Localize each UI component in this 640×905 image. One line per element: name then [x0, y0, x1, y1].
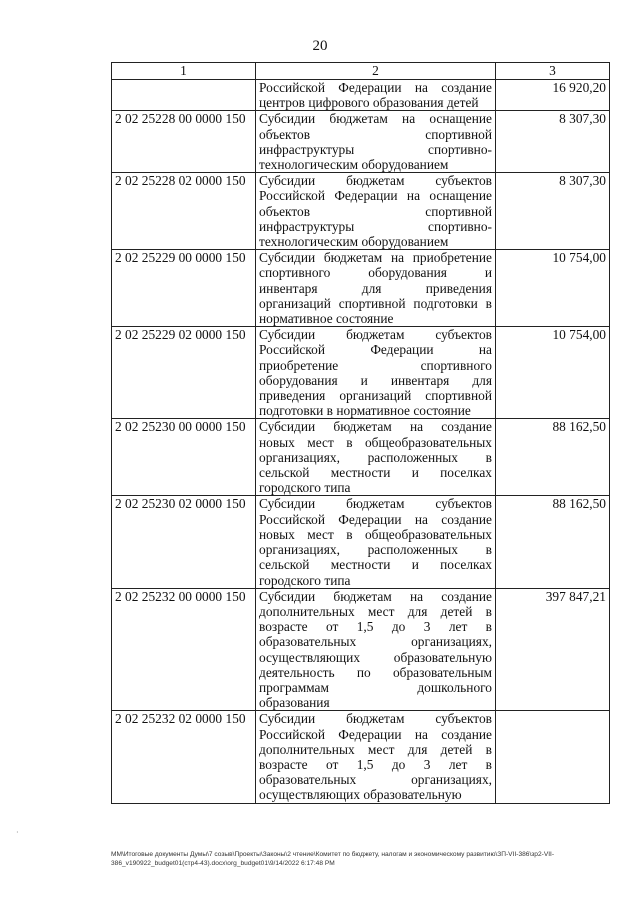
description-line: городского типа — [259, 480, 351, 496]
page-number: 20 — [312, 38, 328, 54]
description-line: городского типа — [259, 572, 351, 588]
description-line: Субсидии бюджетам на оснащение — [259, 111, 492, 127]
description-line: объектов спортивной — [259, 126, 492, 142]
description-line: Российской Федерации на — [259, 342, 492, 358]
description-line: образования — [259, 695, 330, 711]
description-cell — [256, 173, 496, 250]
margin-mark: · — [16, 828, 19, 837]
description-line: центров цифрового образования детей — [259, 95, 479, 111]
footer-path-line-2: 386_v190922_budget01(стр4-43).docx\org_budget01\9/14/2022 6:17:48 PM — [111, 860, 335, 867]
budget-code-cell: 2 02 25229 00 0000 150 — [112, 250, 256, 327]
description-line: новых мест в общеобразовательных — [259, 526, 492, 542]
description-line: новых мест в общеобразовательных — [259, 434, 492, 450]
description-line: спортивного оборудования и — [259, 265, 492, 281]
amount-cell: 10 754,00 — [496, 327, 610, 419]
description-line: приведения организаций спортивной — [259, 388, 492, 404]
description-line: сельской местности и поселках — [259, 557, 492, 573]
footer-path-line-1: ММ\Итоговые документы Думы\7 созыв\Проекты\Законы\2 чтение\Комитет по бюджету, налогам и экономическому развитию\ЗП-VII-386\зр2-VII- — [111, 851, 555, 858]
table-row — [112, 711, 610, 803]
description-line: приобретение спортивного — [259, 357, 492, 373]
description-line: Российской Федерации на создание — [259, 726, 492, 742]
table-row — [112, 80, 610, 111]
description-line: образовательных организациях, — [259, 634, 492, 650]
description-line: Субсидии бюджетам субъектов — [259, 496, 492, 512]
amount-cell: 8 307,30 — [496, 173, 610, 250]
description-line: Российской Федерации на создание — [259, 511, 492, 527]
description-line: возрасте от 1,5 до 3 лет в — [259, 619, 492, 635]
budget-code-cell: 2 02 25232 00 0000 150 — [112, 588, 256, 711]
description-line: сельской местности и поселках — [259, 465, 492, 481]
budget-code-cell: 2 02 25230 02 0000 150 — [112, 496, 256, 588]
description-line: Субсидии бюджетам субъектов — [259, 173, 492, 189]
budget-code-cell: 2 02 25228 02 0000 150 — [112, 173, 256, 250]
description-line: подготовки в нормативное состояние — [259, 403, 471, 419]
description-line: Субсидии бюджетам на создание — [259, 588, 492, 604]
description-line: дополнительных мест для детей в — [259, 603, 492, 619]
description-cell — [256, 250, 496, 327]
table-row — [112, 419, 610, 496]
description-cell — [256, 111, 496, 173]
amount-cell — [496, 711, 610, 803]
description-line: дополнительных мест для детей в — [259, 741, 492, 757]
table-row — [112, 173, 610, 250]
description-line: Субсидии бюджетам субъектов — [259, 327, 492, 343]
description-line: осуществляющих образовательную — [259, 649, 492, 665]
table-header-row — [112, 63, 610, 80]
column-header-2: 2 — [256, 63, 496, 80]
description-line: осуществляющих образовательную — [259, 787, 462, 803]
description-line: организаций спортивной подготовки в — [259, 295, 492, 311]
description-line: организациях, расположенных в — [259, 542, 492, 558]
description-line: Субсидии бюджетам на создание — [259, 419, 492, 435]
document-footer — [111, 850, 611, 868]
description-line: Российской Федерации на оснащение — [259, 188, 492, 204]
description-cell — [256, 711, 496, 803]
description-cell — [256, 80, 496, 111]
description-line: инфраструктуры спортивно- — [259, 218, 492, 234]
budget-code-cell: 2 02 25230 00 0000 150 — [112, 419, 256, 496]
description-cell — [256, 419, 496, 496]
budget-code-cell: 2 02 25232 02 0000 150 — [112, 711, 256, 803]
description-line: Субсидии бюджетам субъектов — [259, 711, 492, 727]
column-header-3: 3 — [496, 63, 610, 80]
table-body — [112, 80, 610, 804]
column-header-1: 1 — [112, 63, 256, 80]
description-line: технологическим оборудованием — [259, 234, 449, 250]
amount-cell: 8 307,30 — [496, 111, 610, 173]
description-line: объектов спортивной — [259, 203, 492, 219]
table-row — [112, 496, 610, 588]
budget-code-cell — [112, 80, 256, 111]
description-line: технологическим оборудованием — [259, 157, 449, 173]
description-line: Субсидии бюджетам на приобретение — [259, 250, 492, 266]
description-line: инвентаря для приведения — [259, 280, 492, 296]
description-line: организациях, расположенных в — [259, 449, 492, 465]
amount-cell: 10 754,00 — [496, 250, 610, 327]
budget-table — [111, 62, 610, 804]
amount-cell: 397 847,21 — [496, 588, 610, 711]
description-cell — [256, 496, 496, 588]
description-line: программам дошкольного — [259, 679, 492, 695]
table-row — [112, 327, 610, 419]
budget-code-cell: 2 02 25229 02 0000 150 — [112, 327, 256, 419]
description-line: образовательных организациях, — [259, 772, 492, 788]
amount-cell: 16 920,20 — [496, 80, 610, 111]
description-line: деятельность по образовательным — [259, 664, 492, 680]
amount-cell: 88 162,50 — [496, 496, 610, 588]
description-line: Российской Федерации на создание — [259, 80, 492, 95]
description-line: нормативное состояние — [259, 311, 394, 327]
description-line: возрасте от 1,5 до 3 лет в — [259, 756, 492, 772]
table-row — [112, 250, 610, 327]
description-line: оборудования и инвентаря для — [259, 372, 492, 388]
description-line: инфраструктуры спортивно- — [259, 141, 492, 157]
description-cell — [256, 588, 496, 711]
table-row — [112, 588, 610, 711]
description-cell — [256, 327, 496, 419]
table-row — [112, 111, 610, 173]
budget-code-cell: 2 02 25228 00 0000 150 — [112, 111, 256, 173]
amount-cell: 88 162,50 — [496, 419, 610, 496]
